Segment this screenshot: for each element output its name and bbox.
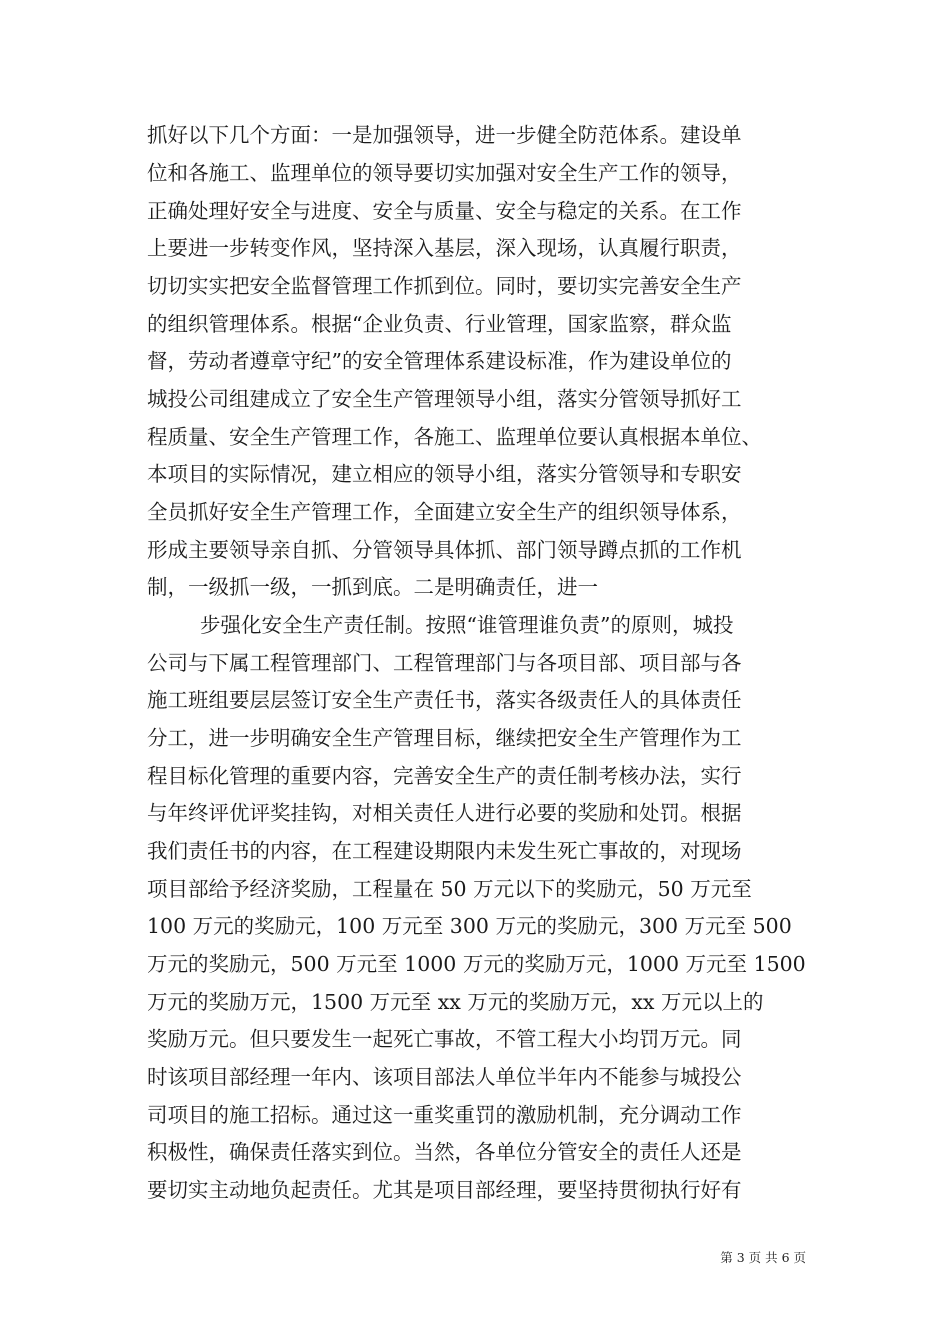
body-text-line: 与年终评优评奖挂钩，对相关责任人进行必要的奖励和处罚。根据 xyxy=(147,801,742,825)
body-text-line: 我们责任书的内容，在工程建设期限内未发生死亡事故的，对现场 xyxy=(147,839,742,863)
body-text-line: 全员抓好安全生产管理工作，全面建立安全生产的组织领导体系， xyxy=(147,500,742,524)
body-text-line: 正确处理好安全与进度、安全与质量、安全与稳定的关系。在工作 xyxy=(147,199,742,223)
body-text-line: 项目部给予经济奖励，工程量在 50 万元以下的奖励元，50 万元至 xyxy=(147,877,752,901)
body-text-line: 积极性，确保责任落实到位。当然，各单位分管安全的责任人还是 xyxy=(147,1140,742,1164)
body-text-line: 的组织管理体系。根据“企业负责、行业管理，国家监察，群众监 xyxy=(147,312,732,336)
body-text-line: 上要进一步转变作风，坚持深入基层，深入现场，认真履行职责， xyxy=(147,236,742,260)
body-text-line: 本项目的实际情况，建立相应的领导小组，落实分管领导和专职安 xyxy=(147,462,742,486)
body-text-line: 司项目的施工招标。通过这一重奖重罚的激励机制，充分调动工作 xyxy=(147,1103,742,1127)
body-text-line: 要切实主动地负起责任。尤其是项目部经理，要坚持贯彻执行好有 xyxy=(147,1178,742,1202)
body-text-line: 位和各施工、监理单位的领导要切实加强对安全生产工作的领导， xyxy=(147,161,742,185)
body-text-line: 施工班组要层层签订安全生产责任书，落实各级责任人的具体责任 xyxy=(147,688,742,712)
body-text-line: 万元的奖励元，500 万元至 1000 万元的奖励万元，1000 万元至 1500 xyxy=(147,952,806,976)
body-text-line: 程质量、安全生产管理工作，各施工、监理单位要认真根据本单位、 xyxy=(147,425,762,449)
paragraph-first-line: 步强化安全生产责任制。按照“谁管理谁负责”的原则，城投 xyxy=(200,613,734,637)
body-text-line: 分工，进一步明确安全生产管理目标，继续把安全生产管理作为工 xyxy=(147,726,742,750)
body-text-line: 程目标化管理的重要内容，完善安全生产的责任制考核办法，实行 xyxy=(147,764,742,788)
body-text-line: 督，劳动者遵章守纪”的安全管理体系建设标准，作为建设单位的 xyxy=(147,349,732,373)
body-text-line: 100 万元的奖励元，100 万元至 300 万元的奖励元，300 万元至 500 xyxy=(147,914,792,938)
body-text-line: 城投公司组建成立了安全生产管理领导小组，落实分管领导抓好工 xyxy=(147,387,742,411)
body-text-line: 奖励万元。但只要发生一起死亡事故，不管工程大小均罚万元。同 xyxy=(147,1027,742,1051)
body-text-line: 制，一级抓一级，一抓到底。二是明确责任，进一 xyxy=(147,575,598,599)
page-number-footer: 第 3 页 共 6 页 xyxy=(720,1250,806,1265)
body-text-line: 切切实实把安全监督管理工作抓到位。同时，要切实完善安全生产 xyxy=(147,274,742,298)
body-text-line: 形成主要领导亲自抓、分管领导具体抓、部门领导蹲点抓的工作机 xyxy=(147,538,742,562)
body-text-line: 公司与下属工程管理部门、工程管理部门与各项目部、项目部与各 xyxy=(147,651,742,675)
body-text-line: 抓好以下几个方面：一是加强领导，进一步健全防范体系。建设单 xyxy=(147,123,742,147)
body-text-line: 时该项目部经理一年内、该项目部法人单位半年内不能参与城投公 xyxy=(147,1065,742,1089)
body-text-line: 万元的奖励万元，1500 万元至 xx 万元的奖励万元，xx 万元以上的 xyxy=(147,990,764,1014)
